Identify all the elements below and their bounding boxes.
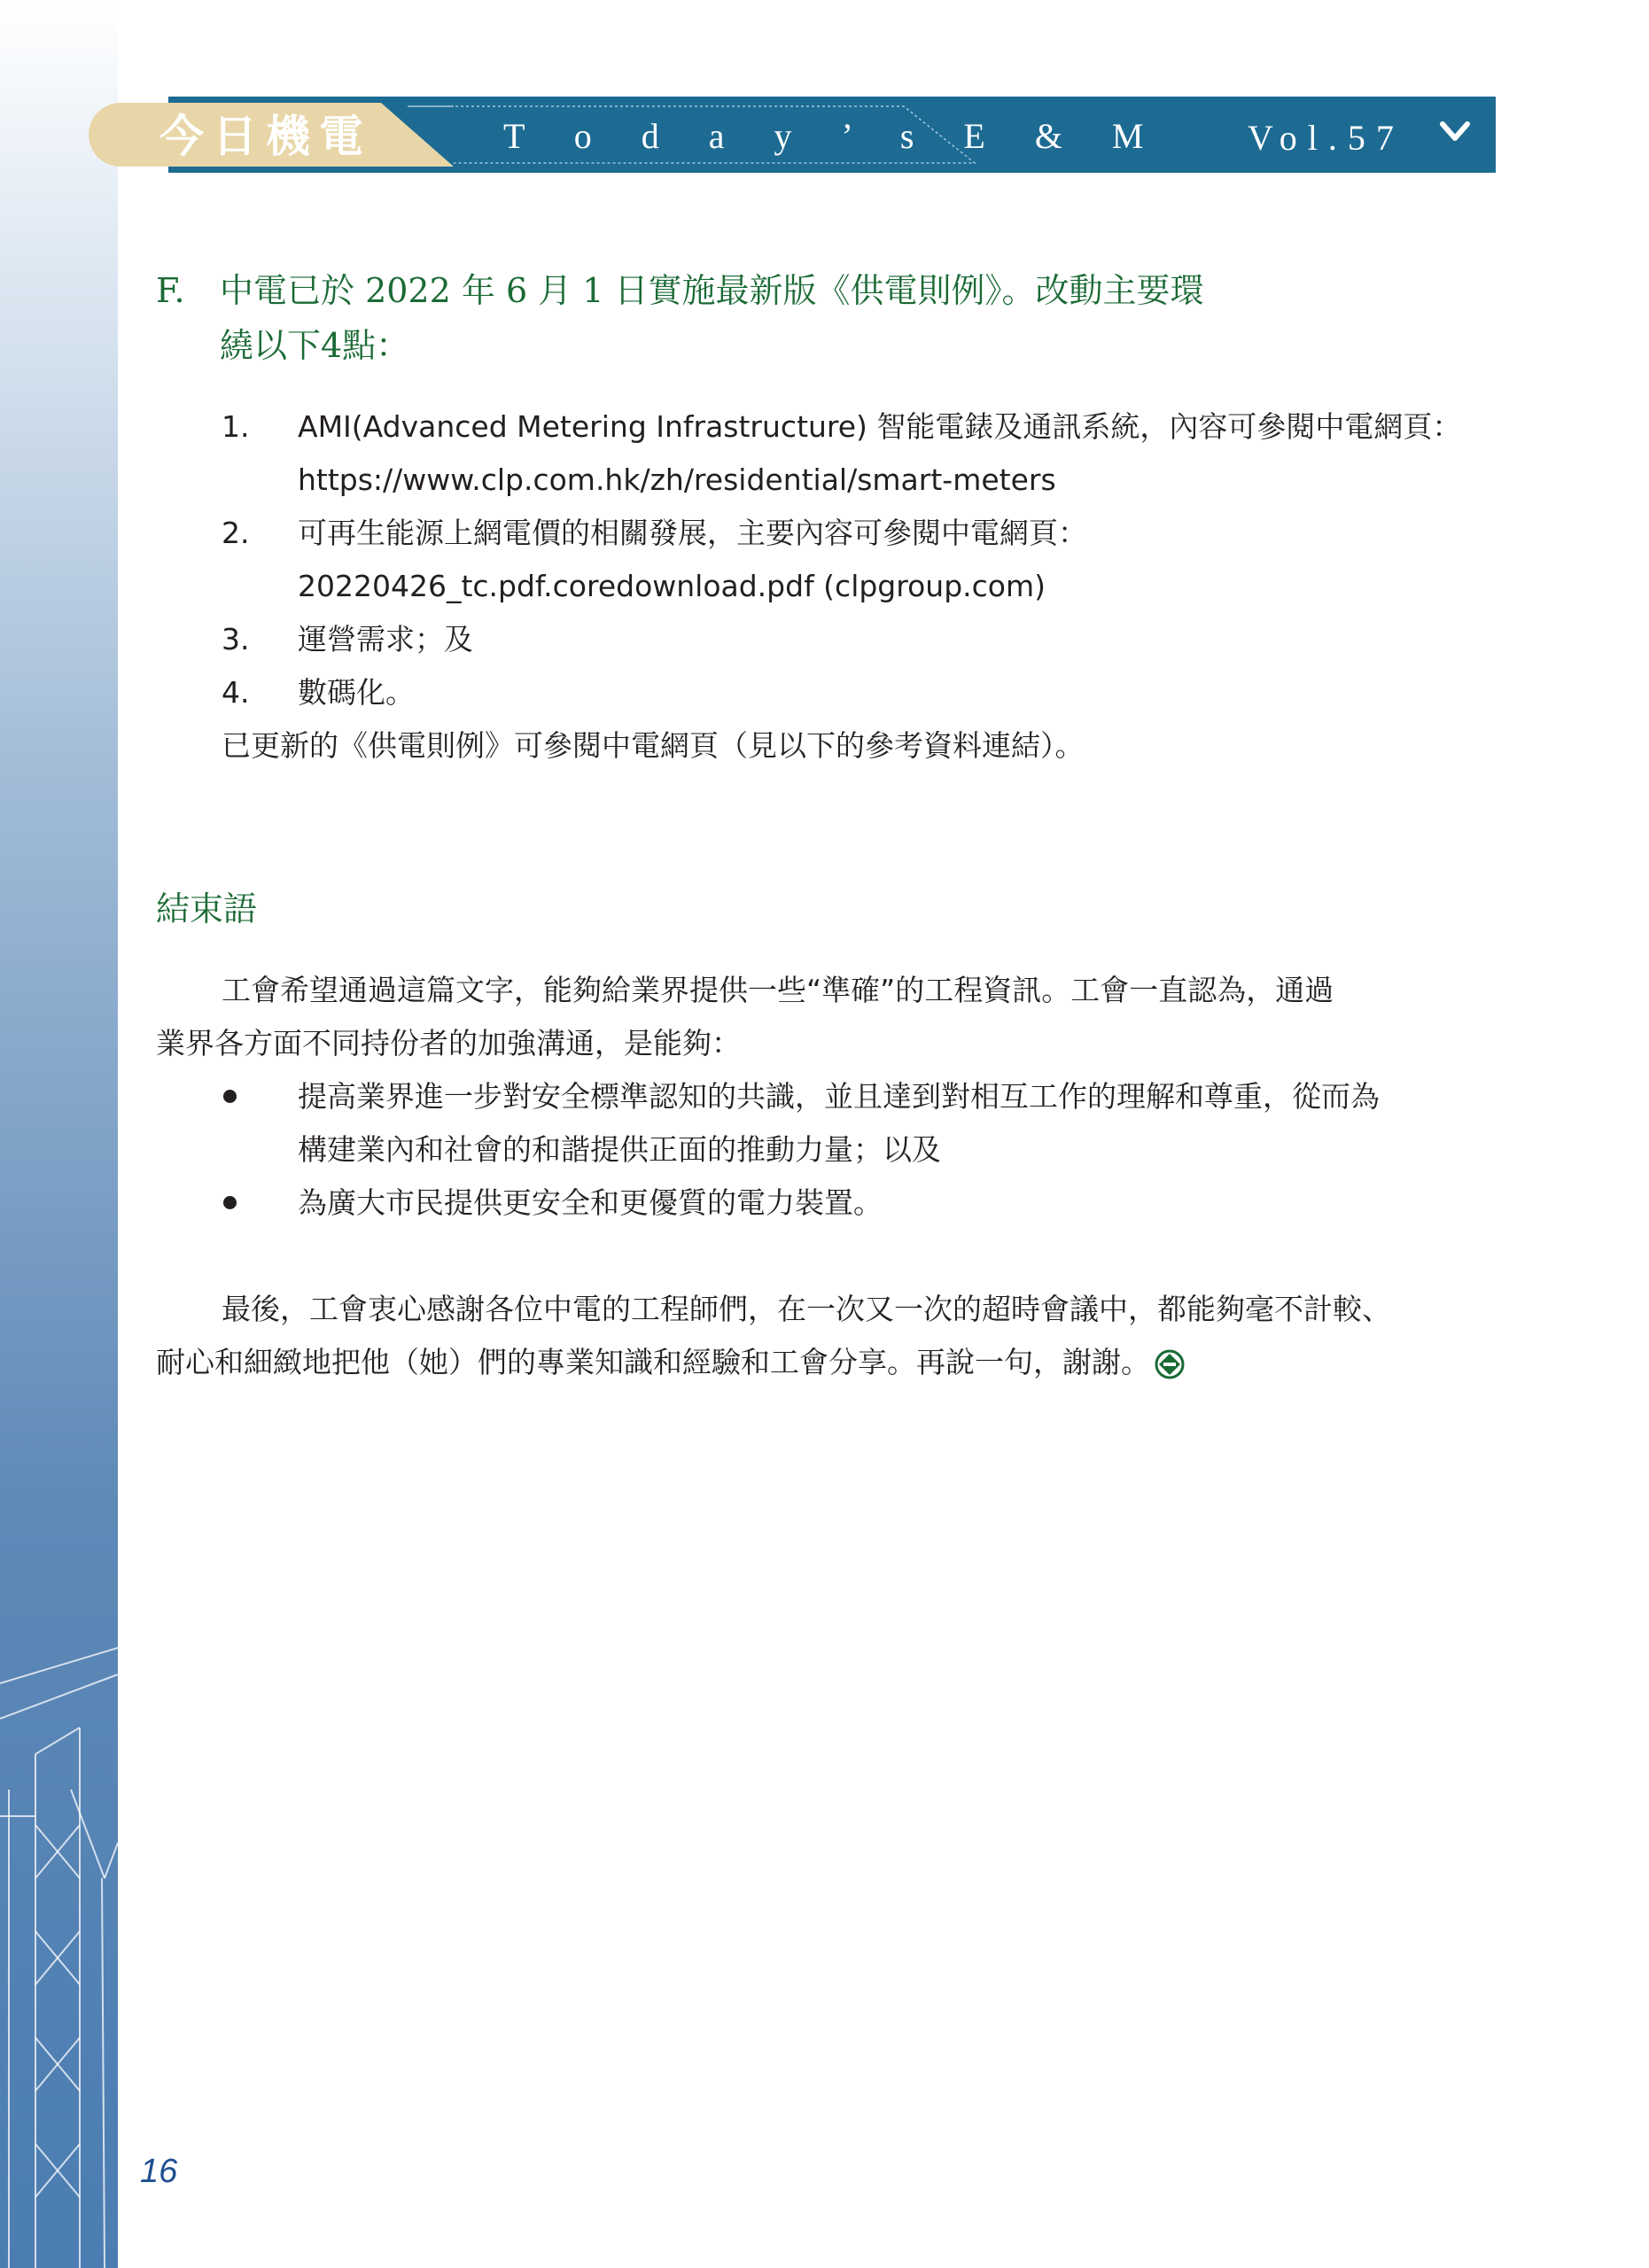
list-number: 4. xyxy=(222,675,250,710)
chevron-down-icon xyxy=(1440,120,1470,144)
list-text: 運營需求；及 xyxy=(298,622,473,656)
closing-paragraph-line-last xyxy=(156,1336,1186,1389)
bullet-text: 提高業界進一步對安全標準認知的共識，並且達到對相互工作的理解和尊重，從而為 xyxy=(298,1079,1380,1114)
list-text: 數碼化。 xyxy=(298,675,415,710)
bullet-dot xyxy=(223,1090,237,1103)
list-number: 3. xyxy=(222,622,250,656)
header-journal-name: T o d a y ’ s E & M xyxy=(503,116,1164,156)
section-f-footer-note: 已更新的《供電則例》可參閱中電網頁（見以下的參考資料連結）。 xyxy=(222,728,1085,763)
conclusion-title: 結束語 xyxy=(156,889,258,928)
bullet-dot xyxy=(223,1196,237,1209)
list-link-text[interactable]: https://www.clp.com.hk/zh/residential/smart-meters xyxy=(298,462,1056,497)
closing-paragraph-text: 耐心和細緻地把他（她）們的專業知識和經驗和工會分享。再說一句，謝謝。 xyxy=(156,1345,1150,1379)
bullet-text-continuation: 構建業內和社會的和諧提供正面的推動力量；以及 xyxy=(298,1132,941,1167)
conclusion-paragraph-line: 工會希望通過這篇文字，能夠給業界提供一些“準確”的工程資訊。工會一直認為，通過 xyxy=(222,973,1334,1007)
list-link-text[interactable]: 20220426_tc.pdf.coredownload.pdf (clpgroup.com) xyxy=(298,569,1046,603)
list-number: 1. xyxy=(222,409,250,444)
list-number: 2. xyxy=(222,516,250,550)
conclusion-paragraph-line: 業界各方面不同持份者的加強溝通，是能夠： xyxy=(156,1026,741,1060)
side-decoration-strip xyxy=(0,0,118,2268)
bullet-text: 為廣大市民提供更安全和更優質的電力裝置。 xyxy=(298,1185,883,1220)
list-text: AMI(Advanced Metering Infrastructure) 智能電錶及通訊系統，內容可參閱中電網頁： xyxy=(298,409,1462,444)
end-mark-icon xyxy=(1154,1348,1186,1380)
wind-turbine-pylon-illustration xyxy=(0,1612,118,2268)
section-f-title-line1: 中電已於 2022 年 6 月 1 日實施最新版《供電則例》。改動主要環 xyxy=(220,271,1204,310)
list-text: 可再生能源上網電價的相關發展，主要內容可參閱中電網頁： xyxy=(298,516,1087,550)
closing-paragraph-line: 最後，工會衷心感謝各位中電的工程師們，在一次又一次的超時會議中，都能夠毫不計較、 xyxy=(222,1292,1391,1326)
section-f-letter: F. xyxy=(156,271,185,310)
section-f-title-line2: 繞以下4點： xyxy=(220,326,410,365)
header-volume: Vol.57 xyxy=(1248,118,1404,158)
page-number: 16 xyxy=(140,2153,178,2190)
header-logo-text: 今日機電 xyxy=(159,111,372,162)
